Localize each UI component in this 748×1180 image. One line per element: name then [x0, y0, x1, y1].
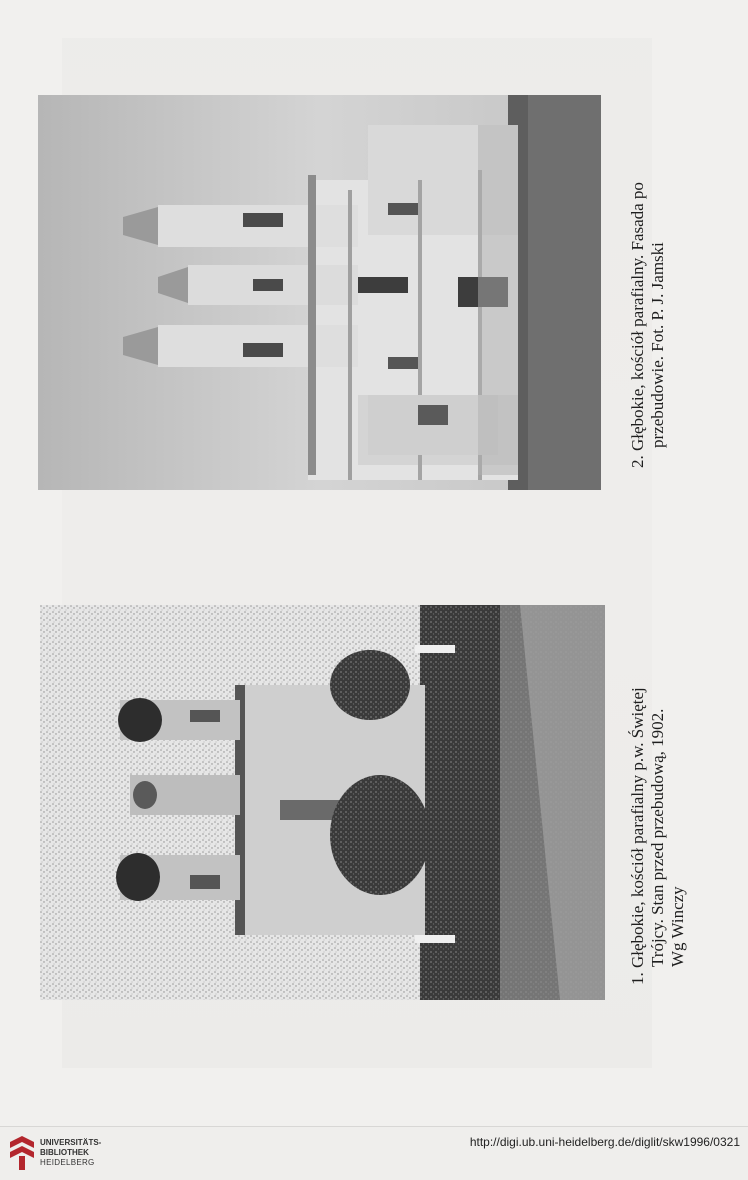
- caption-2-line-1: 2. Głębokie, kościół parafialny. Fasada po: [628, 182, 647, 468]
- caption-1-line-2: Trójcy. Stan przed przebudową, 1902.: [648, 708, 667, 967]
- library-name: [40, 1138, 101, 1168]
- photo-church-before-1902: [40, 605, 605, 1000]
- caption-1-line-1: 1. Głębokie, kościół parafialny p.w. Świętej: [628, 687, 647, 985]
- church-before-image: [40, 605, 605, 1000]
- permalink-url[interactable]: http://digi.ub.uni-heidelberg.de/diglit/skw1996/0321: [469, 1135, 740, 1149]
- church-facade-after-image: [38, 95, 601, 490]
- caption-1-line-3: Wg Winczy: [668, 886, 687, 967]
- caption-photo-1: [628, 605, 688, 985]
- library-name-line-2: BIBLIOTHEK: [40, 1148, 89, 1157]
- university-library-logo-icon: [8, 1134, 36, 1172]
- library-name-line-1: UNIVERSITÄTS-: [40, 1138, 102, 1147]
- photo-church-facade-after: [38, 95, 601, 490]
- caption-2-line-2: przebudowie. Fot. P. J. Jamski: [648, 242, 667, 448]
- library-name-line-3: HEIDELBERG: [40, 1158, 95, 1167]
- caption-photo-2: [628, 88, 668, 468]
